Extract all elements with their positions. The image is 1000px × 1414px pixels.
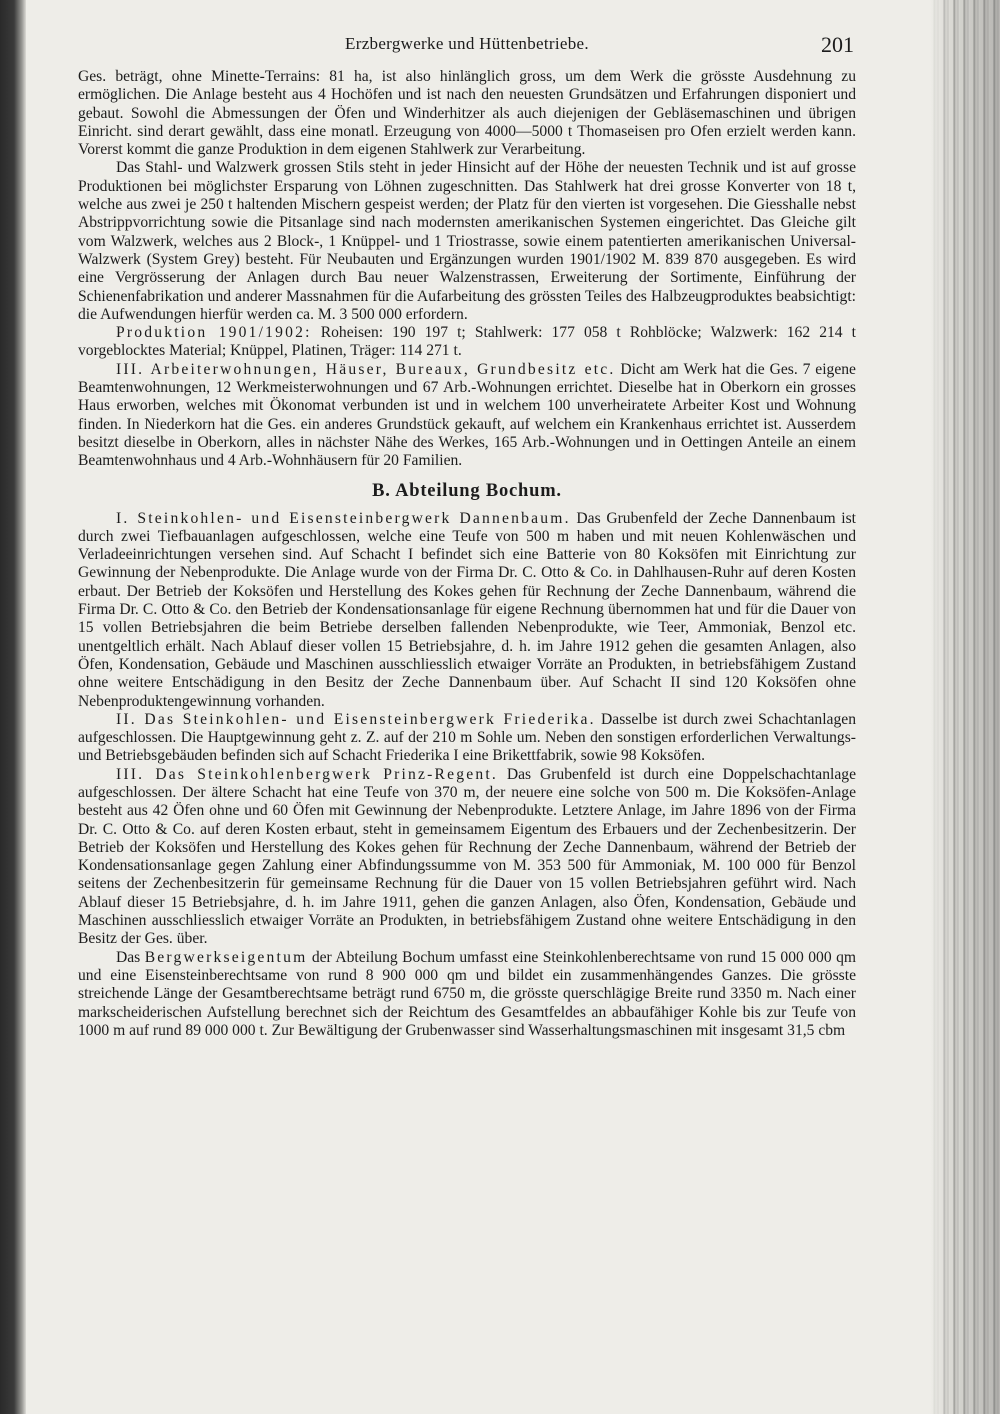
paragraph-continuation: Ges. beträgt, ohne Minette-Terrains: 81 ha, ist also hinlänglich gross, um dem Werk die grösste Ausdehnung zu ermöglichen. Die Anlage besteht aus 4 Hochöfen und ist nach den neuesten Grundsätzen und Erfahrungen disponiert und gebaut. Sowohl die Abmessungen der Öfen und Winderhitzer als auch diejenigen der Gebläsemaschinen und übrigen Einricht. sind derart gewählt, dass eine monatl. Erzeugung von 4000—5000 t Thomaseisen pro Ofen erzielt werden kann. Vorerst kommt die ganze Produktion in dem eigenen Stahlwerk zur Verarbeitung.	[78, 68, 856, 159]
housing-text: Dicht am Werk hat die Ges. 7 eigene Beamtenwohnungen, 12 Werkmeisterwohnungen und 67 Arb.-Wohnungen errichtet. Dieselbe hat in Oberkorn ein grosses Haus erworben, welches mit Ökonomat verbunden ist und in welchem 100 unverheiratete Arbeiter Kost und Wohnung finden. In Niederkorn hat die Ges. ein anderes Grundstück gekauft, auf welchem ein Krankenhaus errichtet ist. Ausserdem besitzt dieselbe in Oberkorn, alles in nächster Nähe des Werkes, 165 Arb.-Wohnungen und in Oettingen Anteile an einem Beamtenwohnhaus und 4 Arb.-Wohnhäusern für 20 Familien.	[78, 360, 856, 470]
friederika-text: Dasselbe ist durch zwei Schachtanlagen aufgeschlossen. Die Hauptgewinnung geht z. Z. auf der 210 m Sohle um. Neben den sonstigen erforderlichen Verwaltungs- und Betriebsgebäuden befinden sich auf Schacht Friederika I eine Brikettfabrik, sowie 98 Koksöfen.	[78, 710, 856, 765]
friederika-lead: II. Das Steinkohlen- und Eisensteinbergwerk Friederika.	[116, 710, 596, 728]
production-lead: Produktion 1901/1902:	[116, 324, 312, 342]
bergwerkseigentum-lead: Bergwerkseigentum	[144, 948, 308, 966]
paragraph-prinz-regent	[78, 766, 856, 949]
paragraph-dannenbaum	[78, 510, 856, 711]
paragraph-bergwerkseigentum	[78, 949, 856, 1040]
bergwerkseigentum-text: der Abteilung Bochum umfasst eine Steinkohlenberechtsame von rund 15 000 000 qm und eine Eisensteinberechtsame von rund 8 900 000 qm und bildet ein zusammenhängendes Ganzes. Die grösste streichende Länge der Gesamtberechtsame beträgt rund 6750 m, die grösste querschlägige Breite rund 3350 m. Nach einer markscheiderischen Aufstellung berechnet sich der Reichtum des Gesamtfeldes an abbaufähiger Kohle bis zur Teufe von 1000 m auf rund 89 000 000 t. Zur Bewältigung der Grubenwasser sind Wasserhaltungsmaschinen mit insgesamt 31,5 cbm	[78, 948, 856, 1039]
paragraph-friederika	[78, 711, 856, 766]
page-edges	[930, 0, 1000, 1414]
dannenbaum-text: Das Grubenfeld der Zeche Dannenbaum ist durch zwei Tiefbauanlagen aufgeschlossen, welche eine Teufe von 500 m haben und mit neuen Kohlenwäschen und Verladeeinrichtungen versehen sind. Auf Schacht I befindet sich eine Batterie von 80 Koksöfen mit Einrichtung zur Gewinnung der Nebenprodukte. Die Anlage wurde von der Firma Dr. C. Otto & Co. in Dahlhausen-Ruhr auf deren Kosten erbaut. Der Betrieb der Koksöfen und Herstellung des Kokes gehen für Rechnung der Zeche Dannenbaum, während die Firma Dr. C. Otto & Co. den Betrieb der Kondensationsanlage für eigene Rechnung übernommen hat und für die Dauer von 15 vollen Betriebsjahren die beim Betriebe derselben fallenden Nebenprodukte, wie Teer, Ammoniak, Benzol etc. unentgeltlich erhält. Nach Ablauf dieser vollen 15 Betriebsjahre, d. h. im Jahre 1912 gehen die gesamten Anlagen, also Öfen, Kondensation, Gebäude und Maschinen ausschliesslich etwaiger Vorräte an Produkten, in betriebsfähigem Zustand ohne weitere Entschädigung in den Besitz der Zeche Dannenbaum über. Auf Schacht II sind 120 Koksöfen ohne Nebenproduktengewinnung vorhanden.	[78, 509, 856, 710]
book-binding-shadow	[0, 0, 26, 1414]
paragraph-production	[78, 324, 856, 361]
running-title: Erzbergwerke und Hüttenbetriebe.	[345, 34, 589, 53]
paragraph-steel-works: Das Stahl- und Walzwerk grossen Stils steht in jeder Hinsicht auf der Höhe der neuesten Technik und ist auf grosse Produktionen bei möglichster Ersparung von Löhnen zugeschnitten. Das Stahlwerk hat drei grosse Konverter von 18 t, welche aus zwei je 250 t haltenden Mischern gespeist werden; der Platz für den vierten ist vorgesehen. Die Giesshalle nebst Abstrippvorrichtung sowie die Pitsanlage sind nach modernsten amerikanischen Systemen eingerichtet. Das Gleiche gilt vom Walzwerk, welches aus 2 Block-, 1 Knüppel- und 1 Triostrasse, sowie einem patentierten amerikanischen Universal-Walzwerk (System Grey) besteht. Für Neubauten und Ergänzungen wurden 1901/1902 M. 839 870 ausgegeben. Es wird eine Vergrösserung der Anlagen durch Bau neuer Walzenstrassen, Erweiterung der Sortimente, Einführung der Schienenfabrikation und anderer Massnahmen für die Aufarbeitung des grössten Teiles des Halbzeugproduktes beabsichtigt: die Aufwendungen hierfür werden ca. M. 3 500 000 erfordern.	[78, 159, 856, 323]
document-page	[78, 34, 856, 1040]
page-number: 201	[821, 32, 854, 57]
dannenbaum-lead: I. Steinkohlen- und Eisensteinbergwerk Dannenbaum.	[116, 509, 571, 527]
prinz-regent-text: Das Grubenfeld ist durch eine Doppelschachtanlage aufgeschlossen. Der ältere Schacht hat eine Teufe von 370 m, der neuere eine solche von 500 m. Die Koksöfen-Anlage besteht aus 42 Öfen ohne und 60 Öfen mit Gewinnung der Nebenprodukte. Letztere Anlage, im Jahre 1896 von der Firma Dr. C. Otto & Co. auf deren Kosten erbaut, steht in gemeinsamem Eigentum des Erbauers und der Zechenbesitzerin. Der Betrieb der Koksöfen und Herstellung des Kokes gehen für Rechnung der Zeche Dannenbaum, während der Betrieb der Kondensationsanlage gegen Zahlung einer Abfindungssumme von M. 353 500 für Ammoniak, M. 100 000 für Benzol seitens der Zechenbesitzerin für gemeinsame Rechnung für die Dauer von 15 vollen Betriebsjahren geführt wird. Nach Ablauf dieser 15 Betriebsjahre, d. h. im Jahre 1911, gehen die ganzen Anlagen, also Öfen, Kondensation, Gebäude und Maschinen ausschliesslich etwaiger Vorräte an Produkten, in betriebsfähigem Zustand ohne weitere Entschädigung in den Besitz der Ges. über.	[78, 765, 856, 948]
section-heading: B. Abteilung Bochum.	[372, 480, 562, 501]
prinz-regent-lead: III. Das Steinkohlenbergwerk Prinz-Regent.	[116, 765, 498, 783]
production-text: Roheisen: 190 197 t; Stahlwerk: 177 058 t Rohblöcke; Walzwerk: 162 214 t vorgeblocktes Material; Knüppel, Platinen, Träger: 114 271 t.	[78, 324, 856, 360]
bergwerkseigentum-pre: Das	[116, 948, 141, 966]
housing-lead: III. Arbeiterwohnungen, Häuser, Bureaux, Grundbesitz etc.	[116, 360, 616, 378]
running-header	[78, 34, 856, 62]
paragraph-housing	[78, 361, 856, 471]
